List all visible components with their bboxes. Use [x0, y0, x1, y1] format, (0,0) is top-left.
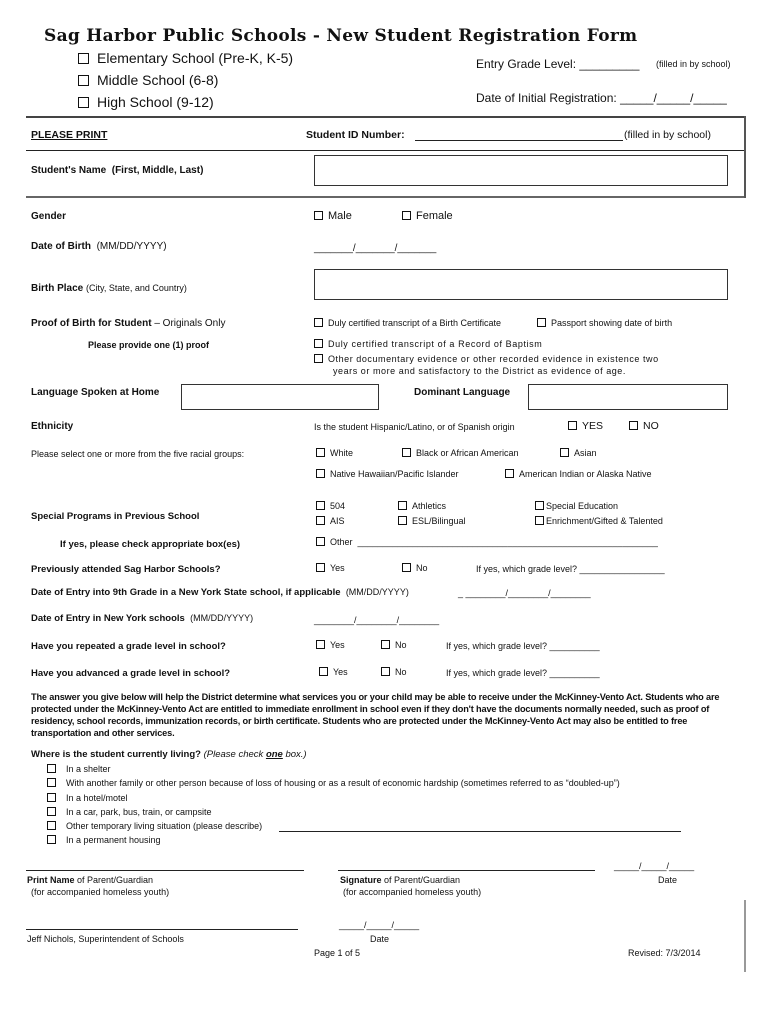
print-name-sub: (for accompanied homeless youth)	[31, 887, 170, 897]
race-white-option[interactable]: White	[316, 448, 353, 458]
checkbox-icon[interactable]	[402, 211, 411, 220]
checkbox-icon[interactable]	[537, 318, 546, 327]
checkbox-icon[interactable]	[314, 339, 323, 348]
checkbox-icon[interactable]	[316, 563, 325, 572]
page-number: Page 1 of 5	[314, 948, 361, 958]
race-native-american-option[interactable]: American Indian or Alaska Native	[505, 469, 652, 479]
gender-label: Gender	[31, 211, 67, 222]
checkbox-icon[interactable]	[78, 53, 89, 64]
gender-male-option[interactable]: Male	[314, 210, 352, 222]
checkbox-icon[interactable]	[398, 516, 407, 525]
proof-label: Proof of Birth for Student – Originals Only	[31, 318, 226, 329]
dominant-language-label: Dominant Language	[414, 387, 511, 398]
checkbox-icon[interactable]	[381, 667, 390, 676]
repeated-grade-label: Have you repeated a grade level in school?	[31, 641, 226, 652]
revised-date: Revised: 7/3/2014	[628, 948, 701, 958]
prev-attend-grade-input[interactable]: If yes, which grade level? _________________	[476, 564, 665, 574]
program-athletics-option[interactable]: Athletics	[398, 501, 446, 511]
program-special-ed-option[interactable]: Special Education	[535, 501, 618, 511]
checkbox-icon[interactable]	[316, 501, 325, 510]
checkbox-icon[interactable]	[47, 764, 56, 773]
checkbox-icon[interactable]	[398, 501, 407, 510]
print-name-line[interactable]	[26, 870, 304, 871]
living-question: Where is the student currently living? (Please check one box.)	[31, 749, 307, 760]
prev-attend-no-option[interactable]: No	[402, 563, 428, 573]
program-other-input[interactable]: ____________________________________________________________	[357, 537, 658, 547]
header-divider	[26, 116, 744, 118]
checkbox-icon[interactable]	[47, 835, 56, 844]
hispanic-no-option[interactable]: NO	[629, 420, 659, 432]
superintendent-date-input[interactable]: _____/_____/_____	[339, 920, 420, 930]
checkbox-icon[interactable]	[402, 448, 411, 457]
proof-sub-label: Please provide one (1) proof	[88, 340, 210, 350]
race-pacific-islander-option[interactable]: Native Hawaiian/Pacific Islander	[316, 469, 459, 479]
signature-line[interactable]	[338, 870, 595, 871]
checkbox-icon[interactable]	[47, 807, 56, 816]
living-shelter-option[interactable]: In a shelter	[47, 764, 111, 774]
repeated-no-option[interactable]: No	[381, 640, 407, 650]
program-other-option[interactable]: Other ____________________________________________________________	[316, 537, 658, 547]
living-hotel-option[interactable]: In a hotel/motel	[47, 793, 128, 803]
program-504-option[interactable]: 504	[316, 501, 345, 511]
living-other-option[interactable]: Other temporary living situation (please describe)	[47, 821, 262, 831]
entry-grade-label: Entry Grade Level: _________	[476, 57, 640, 71]
checkbox-icon[interactable]	[316, 516, 325, 525]
program-gifted-option[interactable]: Enrichment/Gifted & Talented	[535, 516, 663, 526]
proof-baptism-option[interactable]: Duly certified transcript of a Record of Baptism	[314, 339, 542, 349]
living-permanent-option[interactable]: In a permanent housing	[47, 835, 161, 845]
dob-label: Date of Birth (MM/DD/YYYY)	[31, 241, 167, 252]
checkbox-icon[interactable]	[78, 97, 89, 108]
ethnicity-label: Ethnicity	[31, 421, 74, 432]
divider	[26, 196, 744, 198]
checkbox-icon[interactable]	[314, 354, 323, 363]
entry-grade-note: (filled in by school)	[656, 59, 731, 69]
ny-entry-input[interactable]: ________/________/________	[314, 615, 440, 625]
programs-label: Special Programs in Previous School	[31, 511, 200, 522]
student-id-label: Student ID Number:	[306, 129, 405, 141]
checkbox-icon[interactable]	[319, 667, 328, 676]
divider	[26, 150, 744, 151]
student-name-label: Student's Name (First, Middle, Last)	[31, 165, 204, 176]
superintendent-date-label: Date	[370, 934, 390, 944]
checkbox-icon[interactable]	[568, 421, 577, 430]
programs-sub-label: If yes, please check appropriate box(es)	[60, 539, 241, 550]
checkbox-icon[interactable]	[629, 421, 638, 430]
checkbox-icon[interactable]	[47, 793, 56, 802]
mckinney-vento-paragraph: The answer you give below will help the District determine what services you or your child may be able to receive under the McKinney-Vento Act. Students who are protected under the McKinney-Vento Act are entitled to immediate enrollment in school even if they don't have the documents normally needed, such as proof of residency, school records, immunization records, or birth certificate. Students who are protected under the McKinney-Vento Act may also be entitled to free transportation and other services.	[31, 692, 720, 738]
form-title: Sag Harbor Public Schools - New Student Registration Form	[44, 26, 638, 46]
student-name-input[interactable]	[314, 155, 728, 186]
living-doubled-up-option[interactable]: With another family or other person because of loss of housing or as a result of economic hardship (sometimes referred to as “doubled-up”)	[47, 778, 620, 788]
advanced-grade-label: Have you advanced a grade level in school?	[31, 668, 231, 679]
checkbox-icon[interactable]	[78, 75, 89, 86]
school-option-high[interactable]: High School (9-12)	[78, 94, 214, 110]
advanced-yes-option[interactable]: Yes	[319, 667, 348, 677]
program-esl-option[interactable]: ESL/Bilingual	[398, 516, 466, 526]
checkbox-icon[interactable]	[314, 318, 323, 327]
checkbox-icon[interactable]	[402, 563, 411, 572]
dominant-language-input[interactable]	[528, 384, 728, 410]
race-asian-option[interactable]: Asian	[560, 448, 597, 458]
proof-other-option[interactable]: Other documentary evidence or other recorded evidence in existence two	[314, 354, 659, 364]
ninth-grade-entry-input[interactable]: _ ________/________/________	[458, 588, 591, 598]
please-print: PLEASE PRINT	[31, 129, 108, 141]
ninth-grade-entry-label: Date of Entry into 9th Grade in a New York State school, if applicable (MM/DD/YYYY)	[31, 587, 409, 598]
checkbox-icon[interactable]	[381, 640, 390, 649]
proof-other-line2: years or more and satisfactory to the District as evidence of age.	[333, 366, 626, 376]
birth-place-label: Birth Place (City, State, and Country)	[31, 283, 187, 294]
proof-birth-certificate-option[interactable]: Duly certified transcript of a Birth Certificate	[314, 318, 501, 328]
repeated-grade-input[interactable]: If yes, which grade level? __________	[446, 641, 600, 651]
checkbox-icon[interactable]	[505, 469, 514, 478]
checkbox-icon[interactable]	[560, 448, 569, 457]
repeated-yes-option[interactable]: Yes	[316, 640, 345, 650]
language-label: Language Spoken at Home	[31, 387, 160, 398]
school-option-elementary[interactable]: Elementary School (Pre-K, K-5)	[78, 50, 293, 66]
language-input[interactable]	[181, 384, 379, 410]
initial-registration-label: Date of Initial Registration: _____/_____/_____	[476, 91, 727, 105]
program-ais-option[interactable]: AIS	[316, 516, 345, 526]
advanced-no-option[interactable]: No	[381, 667, 407, 677]
signature-label: Signature of Parent/Guardian	[340, 875, 461, 885]
dob-input[interactable]: _______/_______/_______	[314, 243, 437, 254]
checkbox-icon[interactable]	[314, 211, 323, 220]
living-other-input[interactable]	[279, 831, 681, 832]
hispanic-question: Is the student Hispanic/Latino, or of Spanish origin	[314, 422, 515, 432]
racial-prompt: Please select one or more from the five racial groups:	[31, 449, 245, 459]
hispanic-yes-option[interactable]: YES	[568, 420, 603, 432]
prev-attend-yes-option[interactable]: Yes	[316, 563, 345, 573]
signature-date-label: Date	[658, 875, 678, 885]
checkbox-icon[interactable]	[535, 501, 544, 510]
signature-sub: (for accompanied homeless youth)	[343, 887, 482, 897]
signature-date-input[interactable]: _____/_____/_____	[614, 861, 695, 871]
school-option-middle[interactable]: Middle School (6-8)	[78, 72, 218, 88]
print-name-label: Print Name of Parent/Guardian	[27, 875, 154, 885]
birth-place-input[interactable]	[314, 269, 728, 300]
right-border	[744, 900, 746, 972]
superintendent-signature-line[interactable]	[26, 929, 298, 930]
student-id-line[interactable]	[415, 140, 623, 141]
checkbox-icon[interactable]	[316, 640, 325, 649]
student-id-note: (filled in by school)	[624, 129, 711, 141]
checkbox-icon[interactable]	[316, 537, 325, 546]
superintendent-name: Jeff Nichols, Superintendent of Schools	[27, 934, 184, 944]
prev-attend-label: Previously attended Sag Harbor Schools?	[31, 564, 221, 575]
checkbox-icon[interactable]	[535, 516, 544, 525]
right-border	[744, 116, 746, 198]
advanced-grade-input[interactable]: If yes, which grade level? __________	[446, 668, 600, 678]
gender-female-option[interactable]: Female	[402, 210, 453, 222]
checkbox-icon[interactable]	[316, 448, 325, 457]
race-black-option[interactable]: Black or African American	[402, 448, 519, 458]
checkbox-icon[interactable]	[47, 778, 56, 787]
living-car-park-option[interactable]: In a car, park, bus, train, or campsite	[47, 807, 212, 817]
checkbox-icon[interactable]	[316, 469, 325, 478]
proof-passport-option[interactable]: Passport showing date of birth	[537, 318, 672, 328]
checkbox-icon[interactable]	[47, 821, 56, 830]
ny-entry-label: Date of Entry in New York schools (MM/DD/YYYY)	[31, 613, 254, 624]
